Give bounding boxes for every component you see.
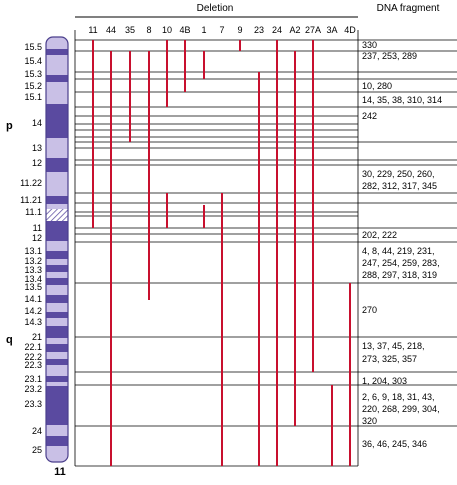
- chromosome-band: [46, 265, 68, 272]
- chromosome-band: [46, 158, 68, 172]
- band-label: 13: [31, 143, 42, 153]
- band-label: 14.1: [24, 294, 42, 304]
- chromosome-band: [46, 148, 68, 158]
- dna-fragment-label: 1, 204, 303: [362, 376, 408, 386]
- chromosome-band: [46, 272, 68, 278]
- dna-fragment-label: 247, 254, 259, 283,: [362, 258, 440, 268]
- band-label: 13.1: [24, 246, 42, 256]
- dna-fragment-label: 30, 229, 250, 260,: [362, 169, 435, 179]
- fragment-labels: [362, 40, 442, 449]
- band-label: 11.22: [20, 178, 42, 188]
- chromosome-band: [46, 75, 68, 82]
- band-label: 14.2: [24, 306, 42, 316]
- band-label: 23.1: [24, 374, 42, 384]
- dna-fragment-label: 2, 6, 9, 18, 31, 43,: [362, 392, 435, 402]
- chromosome-band: [46, 95, 68, 104]
- chromosome-band: [46, 221, 68, 232]
- chromosome-band: [46, 196, 68, 204]
- chromosome-band: [46, 318, 68, 326]
- chromosome-band: [46, 49, 68, 55]
- column-label-23: 23: [253, 25, 265, 35]
- chromosome-band: [46, 241, 68, 251]
- chromosome-band: [46, 278, 68, 285]
- column-label-35: 35: [124, 25, 136, 35]
- column-labels: [88, 25, 356, 35]
- column-label-4d: 4D: [344, 25, 356, 35]
- column-label-11: 11: [88, 25, 98, 35]
- arm-q-label: q: [6, 334, 13, 346]
- dna-fragment-label: 242: [362, 111, 378, 121]
- band-label: 15.2: [24, 81, 42, 91]
- dna-fragment-label: 10, 280: [362, 81, 393, 91]
- dna-fragment-label: 14, 35, 38, 310, 314: [362, 95, 443, 105]
- band-label: 11.21: [20, 195, 42, 205]
- chromosome-band: [46, 295, 68, 303]
- chromosome-band: [46, 251, 68, 259]
- dna-fragment-label: 202, 222: [362, 230, 398, 240]
- chromosome-band: [46, 338, 68, 344]
- dna-fragment-header: DNA fragment: [376, 3, 440, 14]
- chromosome-name: 11: [54, 466, 66, 478]
- chromosome-band: [46, 138, 68, 148]
- band-label: 15.4: [24, 56, 42, 66]
- dna-fragment-label: 320: [362, 416, 378, 426]
- band-label: 12: [31, 233, 42, 243]
- band-label: 15.1: [24, 92, 42, 102]
- chromosome-band: [46, 285, 68, 295]
- chromosome-band: [46, 386, 68, 425]
- column-label-1: 1: [201, 25, 207, 35]
- band-label: 22.1: [24, 342, 42, 352]
- band-label: 22.3: [24, 360, 42, 370]
- dna-fragment-label: 36, 46, 245, 346: [362, 439, 428, 449]
- dna-fragment-label: 13, 37, 45, 218,: [362, 341, 425, 351]
- band-label: 21: [31, 332, 42, 342]
- deletion-header: Deletion: [196, 3, 234, 14]
- dna-fragment-label: 270: [362, 305, 378, 315]
- chromosome-band: [46, 382, 68, 386]
- chromosome-11-ideogram: [46, 37, 68, 462]
- band-label: 12: [31, 158, 42, 168]
- chromosome-band: [46, 446, 68, 462]
- chromosome-band: [46, 365, 68, 376]
- band-label: 13.4: [24, 274, 42, 284]
- column-label-9: 9: [237, 25, 243, 35]
- dna-fragment-label: 282, 312, 317, 345: [362, 181, 438, 191]
- band-label: 15.5: [24, 42, 42, 52]
- band-label: 25: [31, 445, 42, 455]
- chromosome-band: [46, 425, 68, 436]
- chromosome-band: [46, 326, 68, 338]
- chromosome-band: [46, 204, 68, 209]
- band-label: 13.2: [24, 256, 42, 266]
- chromosome-band: [46, 55, 68, 69]
- band-labels: [20, 42, 42, 455]
- chromosome-band: [46, 352, 68, 359]
- band-label: 14.3: [24, 317, 42, 327]
- chromosome-band: [46, 436, 68, 446]
- chromosome-band: [46, 259, 68, 265]
- chromosome-band: [46, 172, 68, 196]
- band-label: 23.2: [24, 384, 42, 394]
- column-label-8: 8: [146, 25, 152, 35]
- chromosome-band: [46, 376, 68, 382]
- chromosome-band: [46, 312, 68, 318]
- column-label-44: 44: [105, 25, 117, 35]
- dna-fragment-label: 220, 268, 299, 304,: [362, 404, 440, 414]
- chromosome-band: [46, 82, 68, 88]
- dna-fragment-label: 237, 253, 289: [362, 51, 418, 61]
- band-label: 11.1: [25, 207, 42, 217]
- band-label: 13.5: [24, 282, 42, 292]
- band-label: 22.2: [24, 352, 42, 362]
- band-label: 15.3: [24, 69, 42, 79]
- column-label-10: 10: [161, 25, 173, 35]
- column-label-4b: 4B: [179, 25, 191, 35]
- dna-fragment-label: 330: [362, 40, 378, 50]
- band-label: 14: [31, 118, 42, 128]
- chromosome-band: [46, 359, 68, 365]
- chromosome-band: [46, 69, 68, 75]
- dna-fragment-label: 288, 297, 318, 319: [362, 270, 438, 280]
- band-label: 24: [31, 426, 42, 436]
- dna-fragment-label: 4, 8, 44, 219, 231,: [362, 246, 435, 256]
- chromosome-band: [46, 44, 68, 49]
- dna-fragment-label: 273, 325, 357: [362, 354, 418, 364]
- deletion-lines: [93, 40, 350, 466]
- column-label-3a: 3A: [326, 25, 338, 35]
- chromosome-band: [46, 209, 68, 221]
- chromosome-band: [46, 344, 68, 352]
- band-label: 13.3: [24, 265, 42, 275]
- chromosome-band: [46, 303, 68, 312]
- arm-p-label: p: [6, 120, 13, 132]
- chromosome-band: [46, 232, 68, 241]
- column-label-27a: 27A: [304, 25, 322, 35]
- band-label: 23.3: [24, 399, 42, 409]
- column-label-a2: A2: [289, 25, 301, 35]
- column-label-7: 7: [219, 25, 225, 35]
- chromosome-band: [46, 88, 68, 95]
- column-label-24: 24: [271, 25, 283, 35]
- band-label: 11: [32, 223, 42, 233]
- chromosome-band: [46, 104, 68, 138]
